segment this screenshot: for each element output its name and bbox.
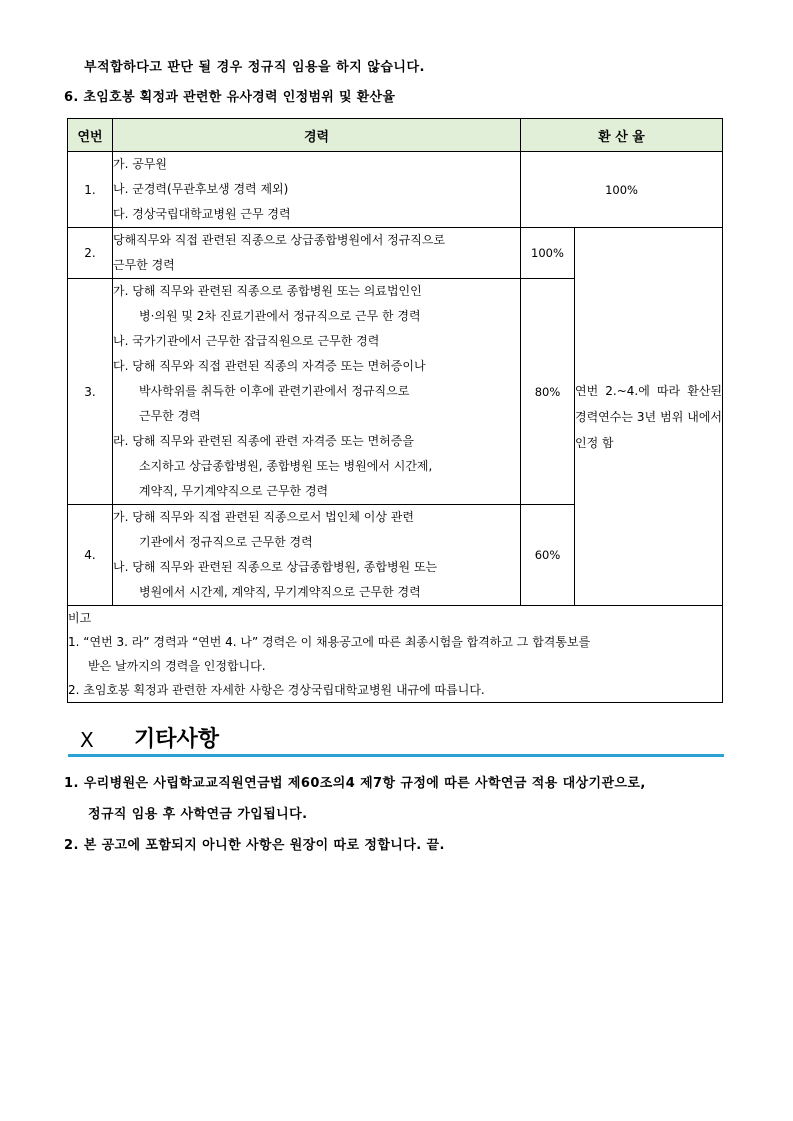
career-line: 병원에서 시간제, 계약직, 무기계약직으로 근무한 경력 [139, 585, 421, 599]
list-item: 2. 본 공고에 포함되지 아니한 사항은 원장이 따로 정합니다. 끝. [64, 838, 445, 853]
remarks-line: 2. 초임호봉 획정과 관련한 자세한 사항은 경상국립대학교병원 내규에 따릅니다. [68, 683, 485, 697]
row-number: 3. [68, 279, 113, 505]
row-number: 4. [68, 505, 113, 606]
career-desc [113, 505, 521, 606]
career-line: 계약직, 무기계약직으로 근무한 경력 [139, 484, 329, 498]
section-numeral: Ⅹ [80, 728, 94, 752]
career-desc [113, 228, 521, 279]
career-desc [113, 279, 521, 505]
header-rate: 환 산 율 [521, 119, 723, 152]
section-underline [68, 754, 724, 757]
rate-value: 100% [521, 152, 723, 228]
remarks-cell [68, 606, 723, 703]
section-6-title: 6. 초임호봉 획정과 관련한 유사경력 인정범위 및 환산율 [64, 90, 396, 105]
remarks-label: 비고 [68, 611, 92, 625]
career-line: 다. 경상국립대학교병원 근무 경력 [113, 207, 291, 221]
career-table [67, 118, 723, 703]
header-career: 경력 [113, 119, 521, 152]
merged-note: 연번 2.~4.에 따라 환산된 경력연수는 3년 범위 내에서 인정 함 [575, 228, 723, 606]
career-line: 병·의원 및 2차 진료기관에서 정규직으로 근무 한 경력 [139, 309, 421, 323]
career-line: 근무한 경력 [113, 258, 175, 272]
other-items-list [64, 768, 744, 861]
career-desc [113, 152, 521, 228]
career-line: 박사학위를 취득한 이후에 관련기관에서 정규직으로 [139, 384, 410, 398]
career-line: 라. 당해 직무와 관련된 직종에 관련 자격증 또는 면허증을 [113, 434, 414, 448]
rate-value: 60% [521, 505, 575, 606]
career-line: 소지하고 상급종합병원, 종합병원 또는 병원에서 시간제, [139, 459, 433, 473]
career-line: 기관에서 정규직으로 근무한 경력 [139, 535, 313, 549]
list-item-continuation: 정규직 임용 후 사학연금 가입됩니다. [88, 807, 308, 822]
row-number: 2. [68, 228, 113, 279]
rate-value: 100% [521, 228, 575, 279]
remarks-line: 받은 날까지의 경력을 인정합니다. [88, 659, 266, 673]
intro-text: 부적합하다고 판단 될 경우 정규직 임용을 하지 않습니다. [84, 60, 425, 75]
section-title: 기타사항 [134, 727, 220, 752]
remarks-row [68, 606, 723, 703]
row-number: 1. [68, 152, 113, 228]
career-line: 당해직무와 직접 관련된 직종으로 상급종합병원에서 정규직으로 [113, 233, 446, 247]
career-line: 가. 공무원 [113, 157, 167, 171]
career-line: 가. 당해 직무와 관련된 직종으로 종합병원 또는 의료법인인 [113, 284, 422, 298]
header-no: 연번 [68, 119, 113, 152]
career-line: 다. 당해 직무와 직접 관련된 직종의 자격증 또는 면허증이나 [113, 359, 426, 373]
section-x-heading [68, 722, 724, 760]
rate-value: 80% [521, 279, 575, 505]
career-line: 나. 당해 직무와 관련된 직종으로 상급종합병원, 종합병원 또는 [113, 560, 438, 574]
remarks-line: 1. “연번 3. 라” 경력과 “연번 4. 나” 경력은 이 채용공고에 따른 최종시험을 합격하고 그 합격통보를 [68, 635, 591, 649]
career-line: 나. 군경력(무관후보생 경력 제외) [113, 182, 289, 196]
table-row [68, 228, 723, 279]
career-line: 근무한 경력 [139, 409, 201, 423]
table-header-row [68, 119, 723, 152]
career-line: 나. 국가기관에서 근무한 잡급직원으로 근무한 경력 [113, 334, 380, 348]
table-row [68, 152, 723, 228]
career-line: 가. 당해 직무와 직접 관련된 직종으로서 법인체 이상 관련 [113, 510, 414, 524]
list-item: 1. 우리병원은 사립학교교직원연금법 제60조의4 제7항 규정에 따른 사학연금 적용 대상기관으로, [64, 776, 646, 791]
